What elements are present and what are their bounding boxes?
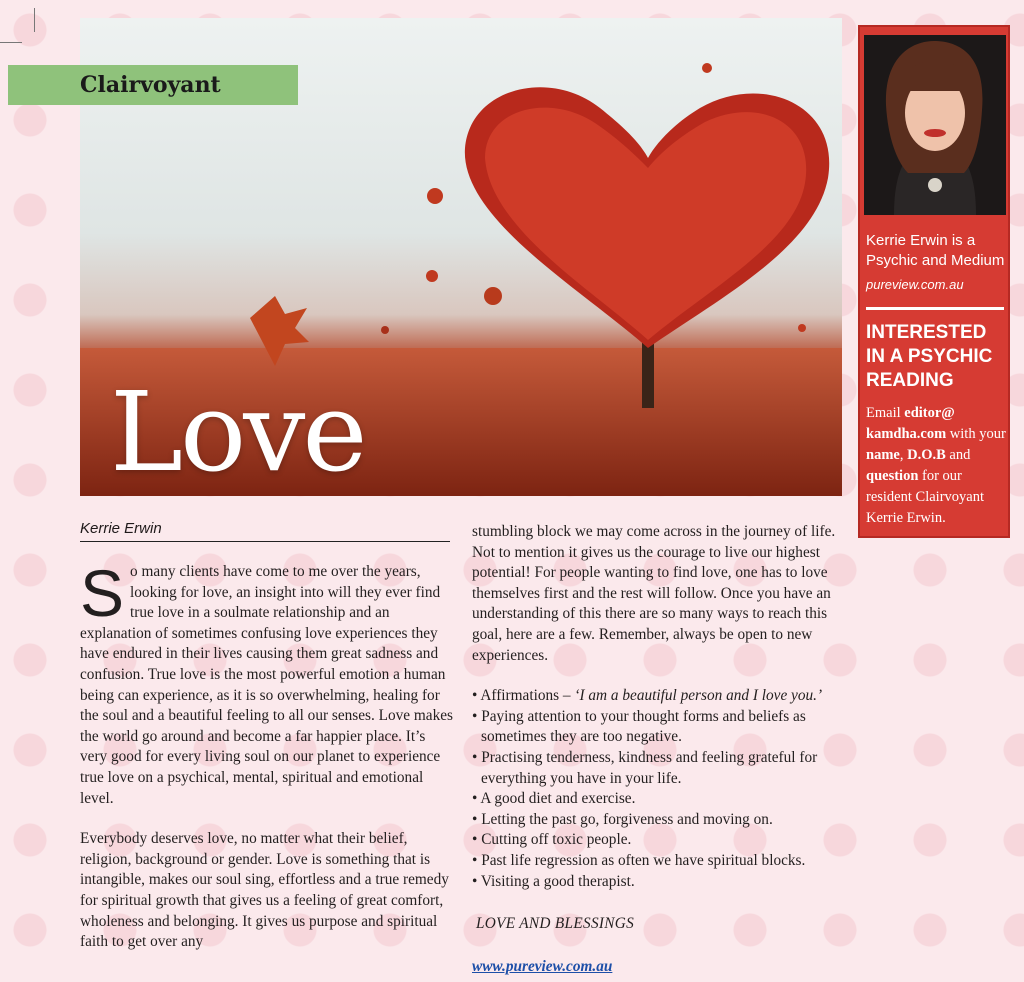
list-item: • Practising tenderness, kindness and feeling grateful for everything you have in your life. (472, 748, 840, 789)
article-paragraph: Everybody deserves love, no matter what their belief, religion, background or gender. Love is something that is intangible, makes our soul sing, effortless and a true remedy for spiritual growth that gives us a feeling of great comfort, wholeness and belonging. It gives us purpose and spiritual faith to get over any (80, 830, 449, 951)
section-tag (8, 65, 298, 105)
sidebar-divider (866, 307, 1004, 310)
list-item: • Visiting a good therapist. (472, 872, 840, 893)
list-item: • Cutting off toxic people. (472, 830, 840, 851)
drop-cap: S (80, 556, 125, 630)
article-title: Love (110, 368, 365, 496)
author-byline: Kerrie Erwin (80, 520, 450, 542)
author-website[interactable]: pureview.com.au (866, 277, 964, 292)
list-item: • Letting the past go, forgiveness and moving on. (472, 810, 840, 831)
article-paragraph: stumbling block we may come across in the journey of life. Not to mention it gives us the courage to live our highest potential! For people wanting to find love, one has to love themselves first and the rest will follow. Once you have an understanding of this there are so many ways to reach this goal, here are a few. Remember, always be open to new experiences. (472, 523, 836, 664)
article-column-left (80, 556, 455, 973)
promo-email[interactable]: editor@ kamdha.com (866, 405, 955, 442)
promo-heading: INTERESTED IN A PSYCHIC READING (866, 322, 993, 391)
section-tag-label: Clairvoyant (80, 72, 221, 98)
author-sidebar (858, 25, 1010, 538)
article-column-right (472, 522, 840, 977)
author-photo (864, 35, 1006, 215)
tips-list (472, 686, 840, 892)
list-item: • A good diet and exercise. (472, 789, 840, 810)
article-paragraph: So many clients have come to me over the years, looking for love, an insight into will they ever find true love in a soulmate relationship and an explanation of sometimes confusing love experiences they have endured in their lives causing them great sadness and confusion. True love is the most powerful emotion a human being can experience, as it is so overwhelming, healing for the soul and a beautiful feeling to all our senses. Love makes the world go around and become a far happier place. It’s very good for every living soul on our planet to experience true love on a psychical, mental, spiritual and emotional level. (80, 556, 453, 807)
promo-text: Email editor@ kamdha.com with your name, D.O.B and question for our resident Clairvoyant Kerrie Erwin. (866, 405, 1006, 526)
list-item: • Affirmations – ‘I am a beautiful person and I love you.’ (472, 686, 840, 707)
website-link[interactable]: www.pureview.com.au (472, 957, 613, 975)
author-bio: Kerrie Erwin is a Psychic and Medium (866, 232, 1005, 269)
signoff: LOVE AND BLESSINGS (476, 915, 635, 933)
list-item: • Paying attention to your thought forms and beliefs as sometimes they are too negative. (472, 707, 840, 748)
crop-marks (0, 0, 40, 45)
list-item: • Past life regression as often we have spiritual blocks. (472, 851, 840, 872)
